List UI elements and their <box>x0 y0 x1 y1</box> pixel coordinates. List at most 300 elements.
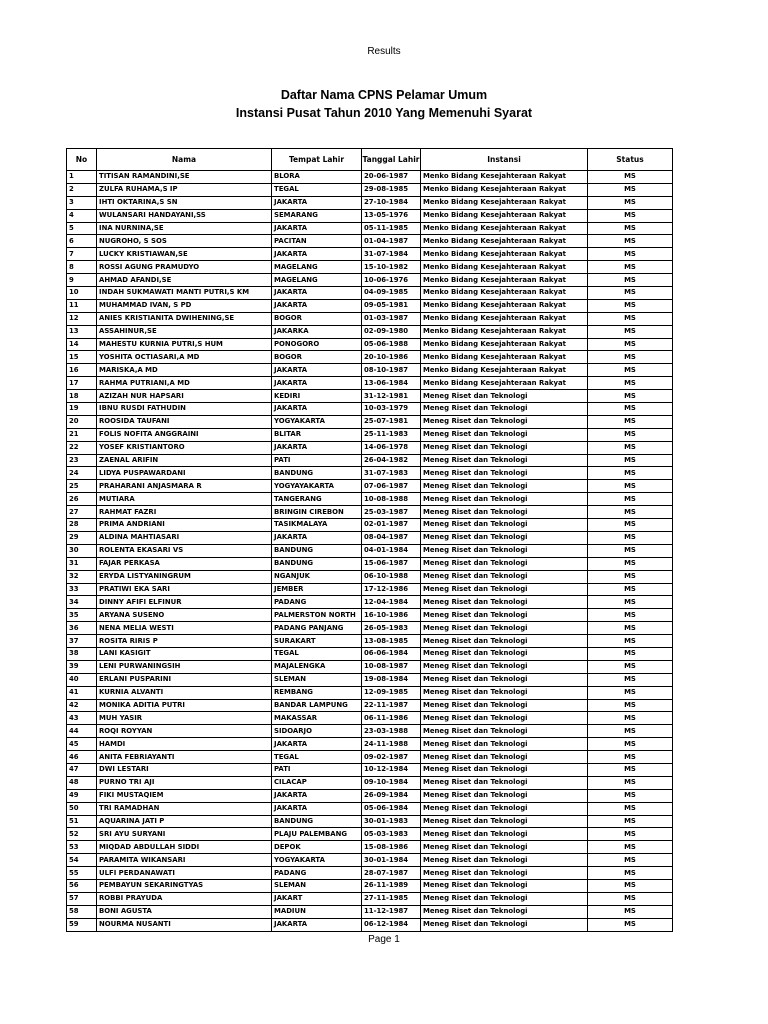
status: MS <box>588 403 673 416</box>
table-row <box>67 171 673 184</box>
status: MS <box>588 209 673 222</box>
institution: Meneg Riset dan Teknologi <box>421 892 588 905</box>
status: MS <box>588 699 673 712</box>
applicant-name: PRATIWI EKA SARI <box>97 583 272 596</box>
row-number: 31 <box>67 557 97 570</box>
table-header-row <box>67 149 673 171</box>
birth-place: JAKARTA <box>272 287 362 300</box>
applicant-name: TRI RAMADHAN <box>97 802 272 815</box>
column-header-no: No <box>67 149 97 171</box>
birth-date: 06-10-1988 <box>362 570 421 583</box>
applicant-name: HAMDI <box>97 738 272 751</box>
status: MS <box>588 415 673 428</box>
birth-date: 30-01-1983 <box>362 815 421 828</box>
status: MS <box>588 261 673 274</box>
applicant-name: KURNIA ALVANTI <box>97 686 272 699</box>
status: MS <box>588 738 673 751</box>
table-row <box>67 699 673 712</box>
birth-date: 30-01-1984 <box>362 854 421 867</box>
status: MS <box>588 441 673 454</box>
applicant-name: ROOSIDA TAUFANI <box>97 415 272 428</box>
table-row <box>67 248 673 261</box>
birth-date: 13-08-1985 <box>362 635 421 648</box>
status: MS <box>588 867 673 880</box>
table-row <box>67 506 673 519</box>
birth-date: 13-05-1976 <box>362 209 421 222</box>
birth-place: JAKARTA <box>272 918 362 931</box>
birth-place: TASIKMALAYA <box>272 519 362 532</box>
birth-place: MADIUN <box>272 905 362 918</box>
row-number: 20 <box>67 415 97 428</box>
table-row <box>67 325 673 338</box>
birth-date: 06-11-1986 <box>362 712 421 725</box>
birth-date: 19-08-1984 <box>362 673 421 686</box>
applicant-table <box>66 148 673 932</box>
applicant-name: ROBBI PRAYUDA <box>97 892 272 905</box>
row-number: 37 <box>67 635 97 648</box>
birth-place: PLAJU PALEMBANG <box>272 828 362 841</box>
status: MS <box>588 789 673 802</box>
row-number: 48 <box>67 776 97 789</box>
birth-place: MAJALENGKA <box>272 660 362 673</box>
status: MS <box>588 725 673 738</box>
birth-place: BANDUNG <box>272 557 362 570</box>
institution: Menko Bidang Kesejahteraan Rakyat <box>421 364 588 377</box>
status: MS <box>588 506 673 519</box>
birth-date: 26-05-1983 <box>362 622 421 635</box>
table-row <box>67 789 673 802</box>
birth-place: CILACAP <box>272 776 362 789</box>
row-number: 5 <box>67 222 97 235</box>
status: MS <box>588 686 673 699</box>
birth-date: 04-09-1985 <box>362 287 421 300</box>
birth-date: 06-12-1984 <box>362 918 421 931</box>
status: MS <box>588 905 673 918</box>
institution: Meneg Riset dan Teknologi <box>421 789 588 802</box>
row-number: 28 <box>67 519 97 532</box>
table-row <box>67 673 673 686</box>
applicant-name: ZAENAL ARIFIN <box>97 454 272 467</box>
row-number: 19 <box>67 403 97 416</box>
table-row <box>67 209 673 222</box>
institution: Meneg Riset dan Teknologi <box>421 609 588 622</box>
birth-place: YOGYAKARTA <box>272 415 362 428</box>
applicant-name: IBNU RUSDI FATHUDIN <box>97 403 272 416</box>
birth-place: YOGYAYAKARTA <box>272 480 362 493</box>
row-number: 40 <box>67 673 97 686</box>
row-number: 17 <box>67 377 97 390</box>
applicant-name: IHTI OKTARINA,S SN <box>97 196 272 209</box>
institution: Meneg Riset dan Teknologi <box>421 519 588 532</box>
birth-place: SLEMAN <box>272 673 362 686</box>
status: MS <box>588 480 673 493</box>
row-number: 35 <box>67 609 97 622</box>
institution: Meneg Riset dan Teknologi <box>421 506 588 519</box>
institution: Menko Bidang Kesejahteraan Rakyat <box>421 261 588 274</box>
status: MS <box>588 312 673 325</box>
birth-date: 09-02-1987 <box>362 751 421 764</box>
birth-date: 01-03-1987 <box>362 312 421 325</box>
birth-date: 24-11-1988 <box>362 738 421 751</box>
row-number: 11 <box>67 299 97 312</box>
institution: Menko Bidang Kesejahteraan Rakyat <box>421 222 588 235</box>
birth-place: JAKARTA <box>272 403 362 416</box>
status: MS <box>588 596 673 609</box>
column-header-instansi: Instansi <box>421 149 588 171</box>
birth-date: 13-06-1984 <box>362 377 421 390</box>
applicant-name: ERYDA LISTYANINGRUM <box>97 570 272 583</box>
institution: Meneg Riset dan Teknologi <box>421 738 588 751</box>
status: MS <box>588 274 673 287</box>
row-number: 58 <box>67 905 97 918</box>
birth-place: BLITAR <box>272 428 362 441</box>
birth-date: 10-12-1984 <box>362 763 421 776</box>
status: MS <box>588 544 673 557</box>
institution: Menko Bidang Kesejahteraan Rakyat <box>421 325 588 338</box>
applicant-name: ZULFA RUHAMA,S IP <box>97 183 272 196</box>
birth-date: 10-06-1976 <box>362 274 421 287</box>
birth-place: TEGAL <box>272 647 362 660</box>
birth-date: 26-09-1984 <box>362 789 421 802</box>
birth-date: 07-06-1987 <box>362 480 421 493</box>
birth-place: JAKARTA <box>272 364 362 377</box>
institution: Meneg Riset dan Teknologi <box>421 583 588 596</box>
applicant-name: NENA MELIA WESTI <box>97 622 272 635</box>
table-row <box>67 854 673 867</box>
row-number: 52 <box>67 828 97 841</box>
row-number: 33 <box>67 583 97 596</box>
applicant-name: ROSITA RIRIS P <box>97 635 272 648</box>
status: MS <box>588 841 673 854</box>
row-number: 50 <box>67 802 97 815</box>
institution: Menko Bidang Kesejahteraan Rakyat <box>421 209 588 222</box>
institution: Meneg Riset dan Teknologi <box>421 905 588 918</box>
birth-place: KEDIRI <box>272 390 362 403</box>
applicant-name: ANITA FEBRIAYANTI <box>97 751 272 764</box>
status: MS <box>588 583 673 596</box>
table-body <box>67 171 673 932</box>
birth-date: 10-08-1988 <box>362 493 421 506</box>
row-number: 13 <box>67 325 97 338</box>
column-header-status: Status <box>588 149 673 171</box>
applicant-name: SRI AYU SURYANI <box>97 828 272 841</box>
status: MS <box>588 222 673 235</box>
table-row <box>67 738 673 751</box>
applicant-name: LIDYA PUSPAWARDANI <box>97 467 272 480</box>
table-row <box>67 828 673 841</box>
status: MS <box>588 454 673 467</box>
status: MS <box>588 802 673 815</box>
table-row <box>67 660 673 673</box>
row-number: 23 <box>67 454 97 467</box>
birth-place: JAKARTA <box>272 789 362 802</box>
title-line-2: Instansi Pusat Tahun 2010 Yang Memenuhi Syarat <box>235 106 533 120</box>
applicant-name: ROSSI AGUNG PRAMUDYO <box>97 261 272 274</box>
row-number: 51 <box>67 815 97 828</box>
row-number: 41 <box>67 686 97 699</box>
applicant-name: PURNO TRI AJI <box>97 776 272 789</box>
birth-place: YOGYAKARTA <box>272 854 362 867</box>
status: MS <box>588 712 673 725</box>
row-number: 47 <box>67 763 97 776</box>
status: MS <box>588 338 673 351</box>
birth-place: PADANG <box>272 867 362 880</box>
row-number: 21 <box>67 428 97 441</box>
status: MS <box>588 879 673 892</box>
table-row <box>67 815 673 828</box>
birth-date: 20-10-1986 <box>362 351 421 364</box>
row-number: 57 <box>67 892 97 905</box>
table-row <box>67 312 673 325</box>
institution: Meneg Riset dan Teknologi <box>421 531 588 544</box>
birth-date: 06-06-1984 <box>362 647 421 660</box>
institution: Menko Bidang Kesejahteraan Rakyat <box>421 299 588 312</box>
status: MS <box>588 531 673 544</box>
table-row <box>67 287 673 300</box>
institution: Meneg Riset dan Teknologi <box>421 763 588 776</box>
institution: Menko Bidang Kesejahteraan Rakyat <box>421 274 588 287</box>
row-number: 6 <box>67 235 97 248</box>
status: MS <box>588 622 673 635</box>
row-number: 36 <box>67 622 97 635</box>
table-row <box>67 647 673 660</box>
institution: Meneg Riset dan Teknologi <box>421 802 588 815</box>
applicant-name: ARYANA SUSENO <box>97 609 272 622</box>
applicant-name: ROQI ROYYAN <box>97 725 272 738</box>
status: MS <box>588 854 673 867</box>
institution: Meneg Riset dan Teknologi <box>421 686 588 699</box>
status: MS <box>588 493 673 506</box>
table-row <box>67 867 673 880</box>
row-number: 30 <box>67 544 97 557</box>
birth-place: PATI <box>272 454 362 467</box>
birth-date: 27-11-1985 <box>362 892 421 905</box>
birth-place: SIDOARJO <box>272 725 362 738</box>
birth-date: 26-04-1982 <box>362 454 421 467</box>
applicant-name: MONIKA ADITIA PUTRI <box>97 699 272 712</box>
institution: Meneg Riset dan Teknologi <box>421 879 588 892</box>
institution: Meneg Riset dan Teknologi <box>421 480 588 493</box>
applicant-name: MARISKA,A MD <box>97 364 272 377</box>
table-row <box>67 493 673 506</box>
row-number: 22 <box>67 441 97 454</box>
institution: Menko Bidang Kesejahteraan Rakyat <box>421 377 588 390</box>
birth-date: 12-09-1985 <box>362 686 421 699</box>
birth-place: JEMBER <box>272 583 362 596</box>
applicant-name: INA NURNINA,SE <box>97 222 272 235</box>
birth-place: PADANG <box>272 596 362 609</box>
status: MS <box>588 570 673 583</box>
status: MS <box>588 325 673 338</box>
birth-place: PALMERSTON NORTH <box>272 609 362 622</box>
applicant-name: MIQDAD ABDULLAH SIDDI <box>97 841 272 854</box>
institution: Meneg Riset dan Teknologi <box>421 390 588 403</box>
table-row <box>67 299 673 312</box>
birth-place: JAKART <box>272 892 362 905</box>
status: MS <box>588 377 673 390</box>
table-row <box>67 763 673 776</box>
birth-date: 10-03-1979 <box>362 403 421 416</box>
table-row <box>67 222 673 235</box>
table-row <box>67 338 673 351</box>
institution: Meneg Riset dan Teknologi <box>421 441 588 454</box>
table-row <box>67 428 673 441</box>
row-number: 16 <box>67 364 97 377</box>
row-number: 39 <box>67 660 97 673</box>
birth-date: 26-11-1989 <box>362 879 421 892</box>
birth-date: 09-10-1984 <box>362 776 421 789</box>
birth-place: SURAKART <box>272 635 362 648</box>
applicant-name: ROLENTA EKASARI VS <box>97 544 272 557</box>
institution: Meneg Riset dan Teknologi <box>421 712 588 725</box>
birth-place: SLEMAN <box>272 879 362 892</box>
birth-place: JAKARKA <box>272 325 362 338</box>
table-row <box>67 596 673 609</box>
table-row <box>67 841 673 854</box>
row-number: 42 <box>67 699 97 712</box>
table-row <box>67 879 673 892</box>
applicant-name: ASSAHINUR,SE <box>97 325 272 338</box>
birth-place: JAKARTA <box>272 377 362 390</box>
status: MS <box>588 364 673 377</box>
birth-date: 02-09-1980 <box>362 325 421 338</box>
row-number: 34 <box>67 596 97 609</box>
birth-date: 05-06-1984 <box>362 802 421 815</box>
institution: Meneg Riset dan Teknologi <box>421 776 588 789</box>
birth-place: PADANG PANJANG <box>272 622 362 635</box>
birth-place: TEGAL <box>272 183 362 196</box>
table-row <box>67 415 673 428</box>
document-title <box>0 86 768 122</box>
table-row <box>67 480 673 493</box>
table-row <box>67 557 673 570</box>
table-row <box>67 390 673 403</box>
table-row <box>67 725 673 738</box>
birth-place: BANDUNG <box>272 815 362 828</box>
institution: Meneg Riset dan Teknologi <box>421 428 588 441</box>
institution: Meneg Riset dan Teknologi <box>421 660 588 673</box>
status: MS <box>588 609 673 622</box>
status: MS <box>588 815 673 828</box>
status: MS <box>588 287 673 300</box>
applicant-name: DWI LESTARI <box>97 763 272 776</box>
applicant-name: NOURMA NUSANTI <box>97 918 272 931</box>
institution: Meneg Riset dan Teknologi <box>421 647 588 660</box>
status: MS <box>588 183 673 196</box>
status: MS <box>588 828 673 841</box>
birth-date: 05-11-1985 <box>362 222 421 235</box>
institution: Meneg Riset dan Teknologi <box>421 828 588 841</box>
birth-place: BLORA <box>272 171 362 184</box>
applicant-name: PRIMA ANDRIANI <box>97 519 272 532</box>
birth-place: PONOGORO <box>272 338 362 351</box>
birth-place: JAKARTA <box>272 441 362 454</box>
birth-date: 25-07-1981 <box>362 415 421 428</box>
row-number: 25 <box>67 480 97 493</box>
table-row <box>67 570 673 583</box>
row-number: 4 <box>67 209 97 222</box>
birth-date: 31-12-1981 <box>362 390 421 403</box>
applicant-name: LANI KASIGIT <box>97 647 272 660</box>
birth-place: BOGOR <box>272 312 362 325</box>
birth-place: JAKARTA <box>272 196 362 209</box>
applicant-name: YOSEF KRISTIANTORO <box>97 441 272 454</box>
column-header-nama: Nama <box>97 149 272 171</box>
institution: Menko Bidang Kesejahteraan Rakyat <box>421 338 588 351</box>
row-number: 12 <box>67 312 97 325</box>
institution: Menko Bidang Kesejahteraan Rakyat <box>421 351 588 364</box>
birth-date: 15-10-1982 <box>362 261 421 274</box>
institution: Menko Bidang Kesejahteraan Rakyat <box>421 183 588 196</box>
applicant-name: AHMAD AFANDI,SE <box>97 274 272 287</box>
birth-date: 15-06-1987 <box>362 557 421 570</box>
birth-date: 25-11-1983 <box>362 428 421 441</box>
table-row <box>67 531 673 544</box>
birth-date: 05-06-1988 <box>362 338 421 351</box>
institution: Menko Bidang Kesejahteraan Rakyat <box>421 312 588 325</box>
status: MS <box>588 390 673 403</box>
row-number: 32 <box>67 570 97 583</box>
institution: Meneg Riset dan Teknologi <box>421 454 588 467</box>
applicant-name: ALDINA MAHTIASARI <box>97 531 272 544</box>
birth-place: SEMARANG <box>272 209 362 222</box>
birth-place: MAGELANG <box>272 261 362 274</box>
table-row <box>67 583 673 596</box>
applicant-name: AZIZAH NUR HAPSARI <box>97 390 272 403</box>
status: MS <box>588 673 673 686</box>
institution: Menko Bidang Kesejahteraan Rakyat <box>421 171 588 184</box>
row-number: 54 <box>67 854 97 867</box>
institution: Meneg Riset dan Teknologi <box>421 570 588 583</box>
row-number: 9 <box>67 274 97 287</box>
birth-date: 27-10-1984 <box>362 196 421 209</box>
status: MS <box>588 171 673 184</box>
birth-date: 05-03-1983 <box>362 828 421 841</box>
institution: Meneg Riset dan Teknologi <box>421 918 588 931</box>
row-number: 45 <box>67 738 97 751</box>
birth-date: 09-05-1981 <box>362 299 421 312</box>
table-row <box>67 454 673 467</box>
institution: Meneg Riset dan Teknologi <box>421 544 588 557</box>
row-number: 15 <box>67 351 97 364</box>
birth-place: TANGERANG <box>272 493 362 506</box>
row-number: 55 <box>67 867 97 880</box>
status: MS <box>588 519 673 532</box>
title-line-1: Daftar Nama CPNS Pelamar Umum <box>280 88 488 102</box>
status: MS <box>588 892 673 905</box>
birth-date: 31-07-1984 <box>362 248 421 261</box>
institution: Menko Bidang Kesejahteraan Rakyat <box>421 235 588 248</box>
applicant-name: PEMBAYUN SEKARINGTYAS <box>97 879 272 892</box>
status: MS <box>588 660 673 673</box>
birth-date: 12-04-1984 <box>362 596 421 609</box>
birth-date: 16-10-1986 <box>362 609 421 622</box>
table-row <box>67 467 673 480</box>
table-row <box>67 196 673 209</box>
row-number: 3 <box>67 196 97 209</box>
row-number: 26 <box>67 493 97 506</box>
birth-place: JAKARTA <box>272 738 362 751</box>
row-number: 56 <box>67 879 97 892</box>
birth-date: 25-03-1987 <box>362 506 421 519</box>
status: MS <box>588 751 673 764</box>
row-number: 38 <box>67 647 97 660</box>
row-number: 49 <box>67 789 97 802</box>
applicant-name: NUGROHO, S SOS <box>97 235 272 248</box>
row-number: 7 <box>67 248 97 261</box>
table-row <box>67 183 673 196</box>
applicant-name: AQUARINA JATI P <box>97 815 272 828</box>
